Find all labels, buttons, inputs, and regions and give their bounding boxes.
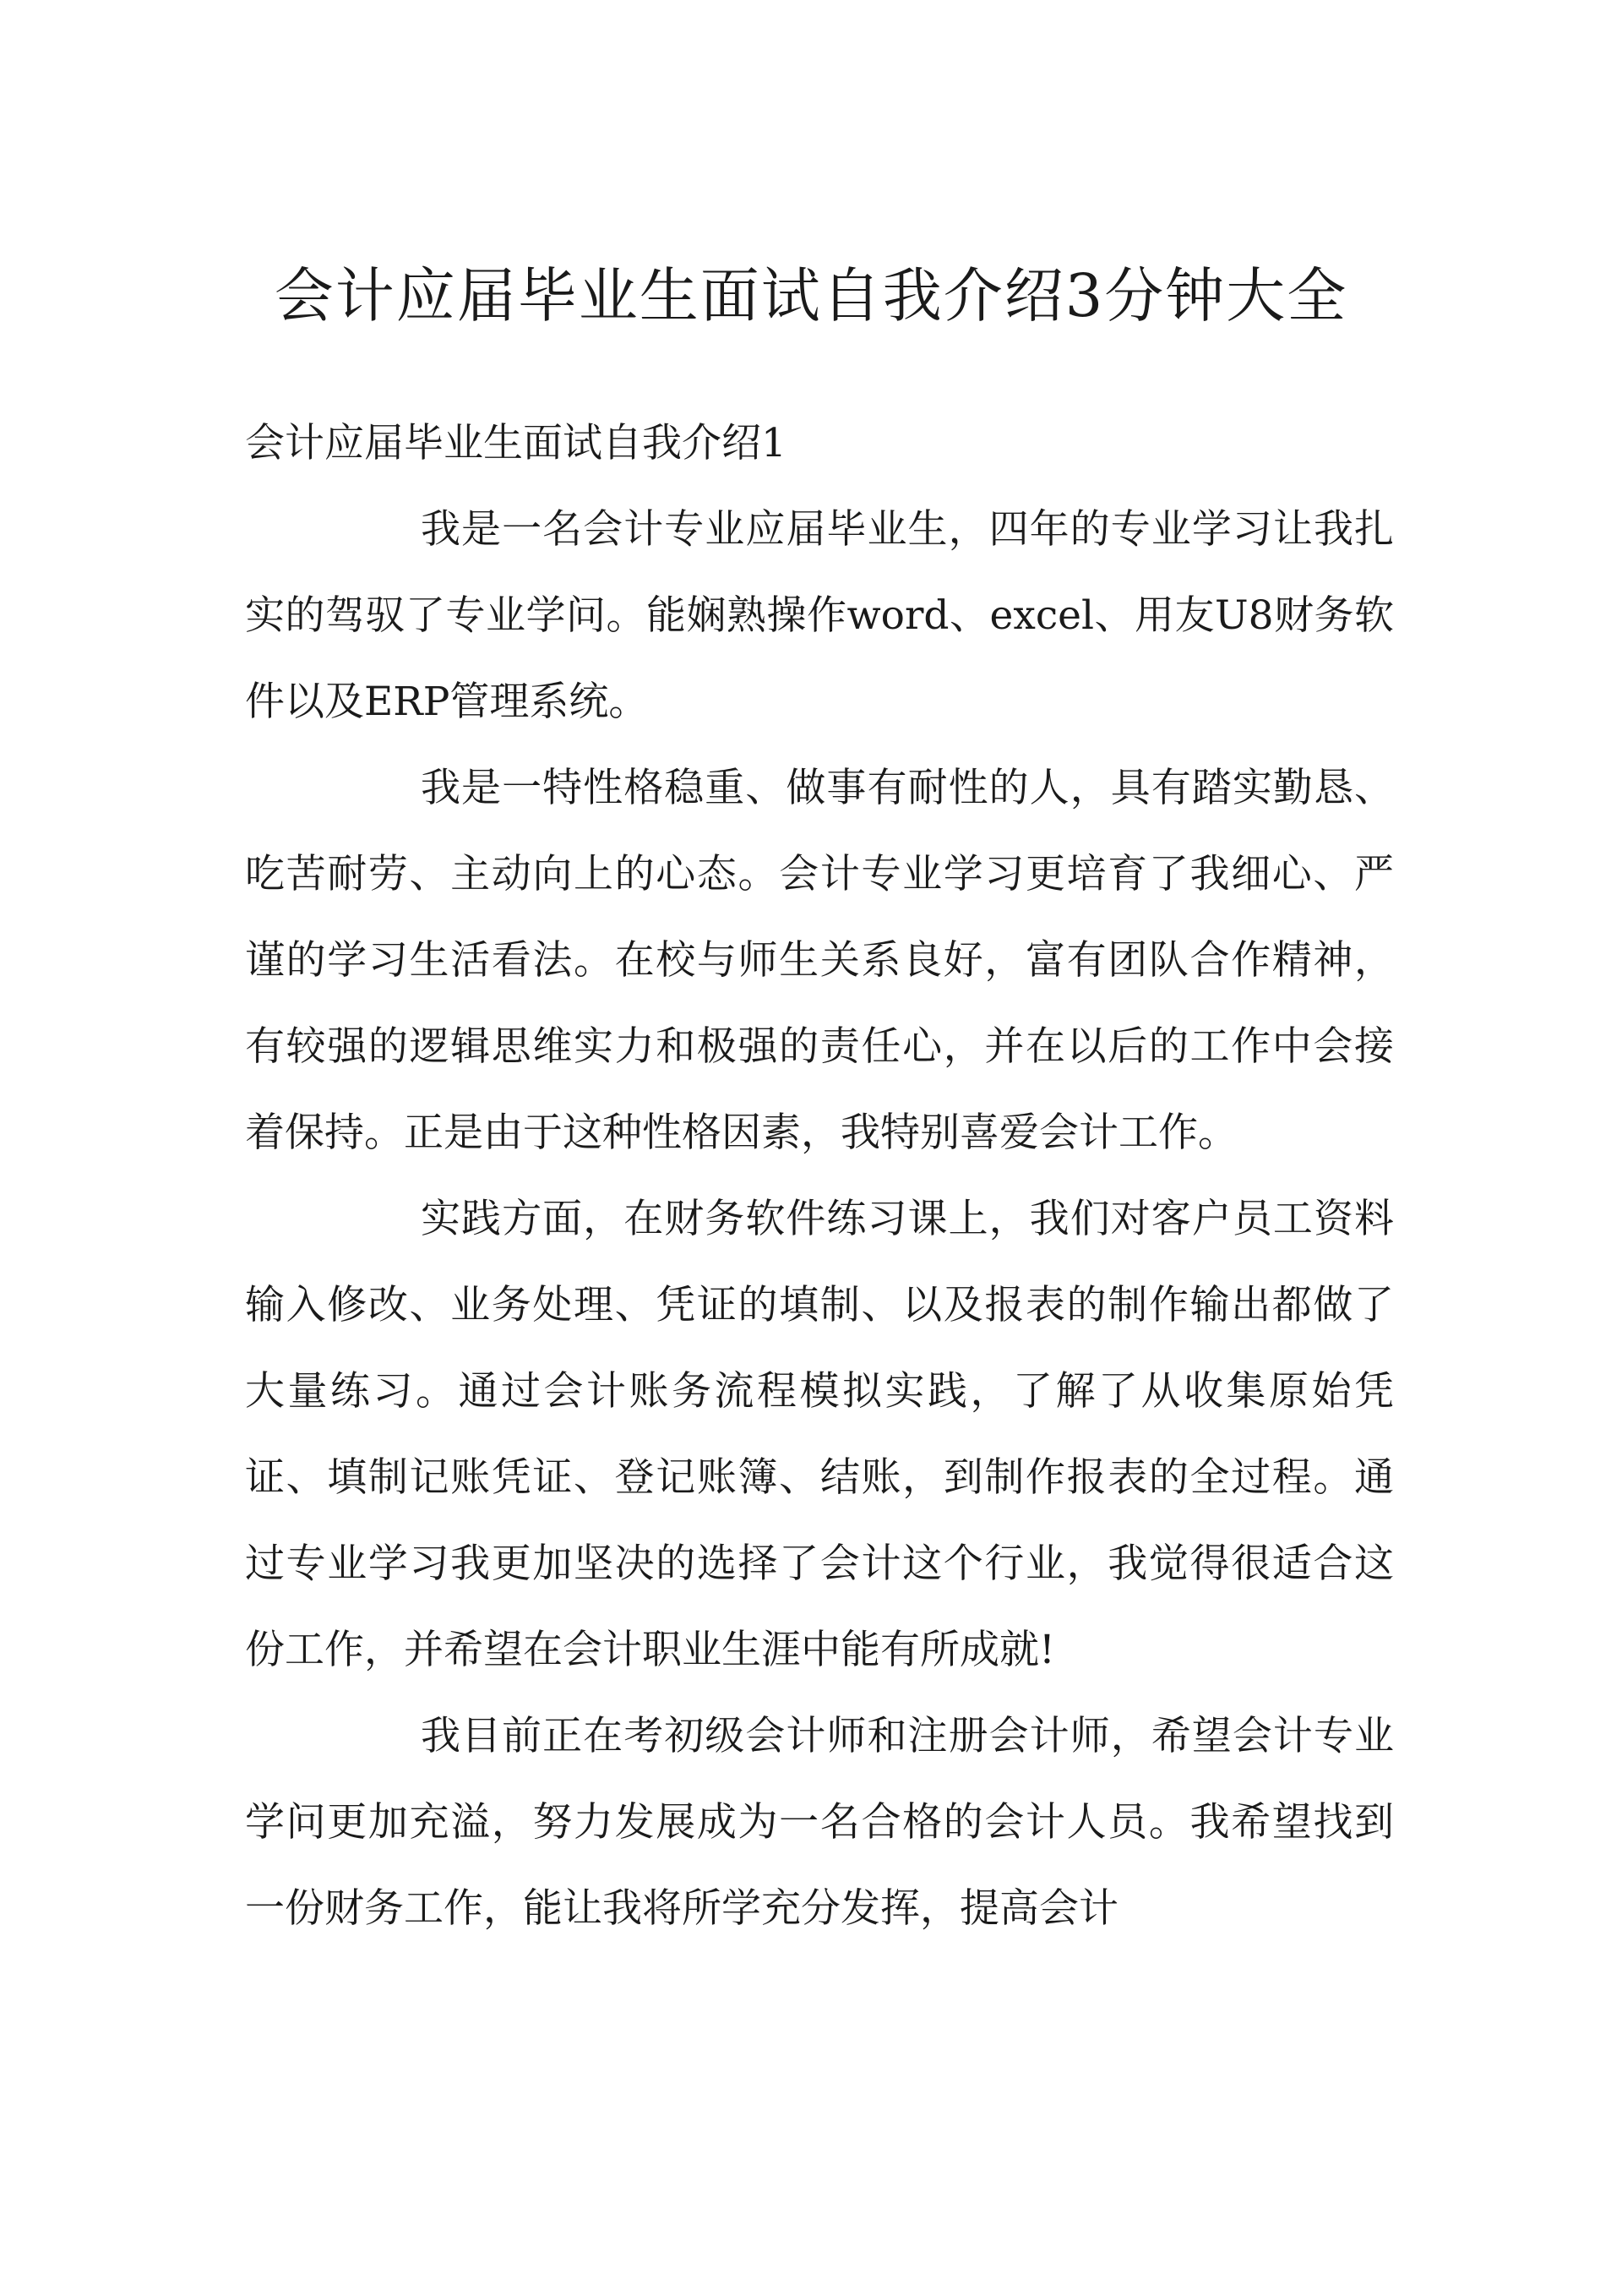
paragraph-3: 实践方面，在财务软件练习课上，我们对客户员工资料输入修改、业务处理、凭证的填制、以及报表的制作输出都做了大量练习。通过会计账务流程模拟实践，了解了从收集原始凭证、填制记账凭证、登记账簿、结账，到制作报表的全过程。通过专业学习我更加坚决的选择了会计这个行业，我觉得很适合这份工作，并希望在会计职业生涯中能有所成就! [245,1196,1394,1673]
section-heading: 会计应届毕业生面试自我介绍1 [245,420,787,466]
paragraph-2: 我是一特性格稳重、做事有耐性的人，具有踏实勤恳、吃苦耐劳、主动向上的心态。会计专业学习更培育了我细心、严谨的学习生活看法。在校与师生关系良好，富有团队合作精神，有较强的逻辑思维实力和极强的责任心，并在以后的工作中会接着保持。正是由于这种性格因素，我特别喜爱会计工作。 [245,765,1394,1156]
document-title: 会计应届毕业生面试自我介绍3分钟大全 [274,261,1348,330]
paragraph-4: 我目前正在考初级会计师和注册会计师，希望会计专业学问更加充溢，努力发展成为一名合格的会计人员。我希望找到一份财务工作，能让我将所学充分发挥，提高会计 [245,1713,1394,1932]
paragraph-1: 我是一名会计专业应届毕业生，四年的专业学习让我扎实的驾驭了专业学问。能娴熟操作word、excel、用友U8财务软件以及ERP管理系统。 [245,506,1394,725]
document-body [245,401,1394,1952]
